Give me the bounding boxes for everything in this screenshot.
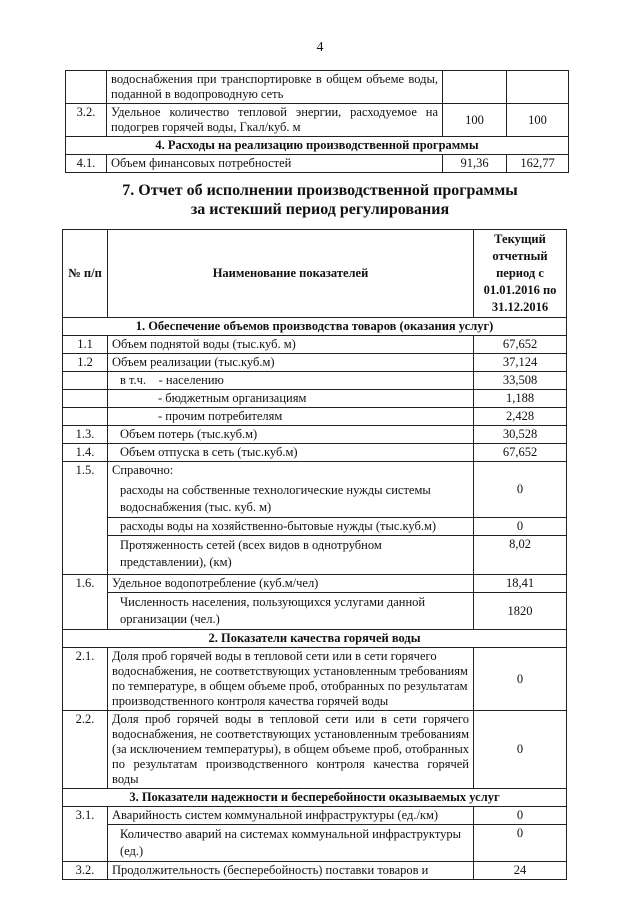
table-row (63, 807, 567, 825)
row-number (63, 372, 108, 390)
row-value: 0 (474, 711, 567, 789)
row-number: 1.2 (63, 354, 108, 372)
section-heading (0, 181, 640, 219)
row-name: Количество аварий на системах коммунальной инфраструктуры (ед.) (108, 825, 474, 862)
table-row (63, 711, 567, 789)
row-value: 0 (474, 648, 567, 711)
row-value: 24 (474, 862, 567, 880)
table-row (63, 862, 567, 880)
row-value: 0 (474, 481, 567, 518)
row-number: 1.1 (63, 336, 108, 354)
row-value-1 (443, 71, 507, 104)
section-title: 1. Обеспечение объемов производства товаров (оказания услуг) (63, 318, 567, 336)
row-value: 18,41 (474, 575, 567, 593)
table-row (63, 444, 567, 462)
table-row (63, 390, 567, 408)
row-number: 4.1. (66, 155, 107, 173)
table-row (63, 372, 567, 390)
header-row (63, 230, 567, 318)
row-name: Доля проб горячей воды в тепловой сети или в сети горячего водоснабжения, не соответствующих установленным требованиям по температуре, в общем объеме проб, отобранных по результатам производственного контроля качества горячей воды (108, 648, 474, 711)
table-row (63, 648, 567, 711)
reference-label: Справочно: (108, 462, 474, 482)
heading-line-2: за истекший период регулирования (190, 201, 450, 218)
table-row (63, 408, 567, 426)
row-value: 33,508 (474, 372, 567, 390)
row-number: 2.1. (63, 648, 108, 711)
row-value: 67,652 (474, 336, 567, 354)
row-name: Численность населения, пользующихся услугами данной организации (чел.) (108, 593, 474, 630)
row-number: 3.2. (66, 104, 107, 137)
row-number: 1.6. (63, 575, 108, 630)
row-number: 2.2. (63, 711, 108, 789)
row-value: 67,652 (474, 444, 567, 462)
table-row (63, 575, 567, 593)
row-name: Объем финансовых потребностей (107, 155, 443, 173)
section-row (63, 789, 567, 807)
header-period: Текущий отчетный период с 01.01.2016 по 31.12.2016 (474, 230, 567, 318)
section-title: 4. Расходы на реализацию производственной программы (66, 137, 569, 155)
section-row (66, 137, 569, 155)
row-value: 1820 (474, 593, 567, 630)
table-row (63, 481, 567, 518)
row-name: Объем реализации (тыс.куб.м) (108, 354, 474, 372)
row-number: 3.1. (63, 807, 108, 862)
section-row (63, 318, 567, 336)
row-name: в т.ч. - населению (108, 372, 474, 390)
row-name: Объем поднятой воды (тыс.куб. м) (108, 336, 474, 354)
row-value-2: 100 (507, 104, 569, 137)
page-number: 4 (316, 40, 324, 55)
table-row (63, 825, 567, 862)
row-value-2 (507, 71, 569, 104)
row-name: Объем потерь (тыс.куб.м) (108, 426, 474, 444)
row-value: 1,188 (474, 390, 567, 408)
continued-table (65, 70, 569, 173)
row-value: 2,428 (474, 408, 567, 426)
row-number: 1.5. (63, 462, 108, 575)
row-value: 30,528 (474, 426, 567, 444)
row-name: - бюджетным организациям (108, 390, 474, 408)
row-value-1: 100 (443, 104, 507, 137)
table-row (66, 71, 569, 104)
row-name: Удельное количество тепловой энергии, расходуемое на подогрев горячей воды, Гкал/куб. м (107, 104, 443, 137)
table-row (63, 462, 567, 482)
table-row (66, 104, 569, 137)
row-name: Доля проб горячей воды в тепловой сети или в сети горячего водоснабжения, не соответствующих установленным требованиям (за исключением температуры), в общем объеме проб, отобранных по результатам производственного контроля качества горячей воды (108, 711, 474, 789)
report-table (62, 229, 567, 880)
section-title: 2. Показатели качества горячей воды (63, 630, 567, 648)
row-name: Объем отпуска в сеть (тыс.куб.м) (108, 444, 474, 462)
row-value: 0 (474, 518, 567, 536)
section-title: 3. Показатели надежности и бесперебойности оказываемых услуг (63, 789, 567, 807)
row-value: 8,02 (474, 536, 567, 575)
row-number (66, 71, 107, 104)
row-name: Удельное водопотребление (куб.м/чел) (108, 575, 474, 593)
table-row (63, 518, 567, 536)
row-value: 0 (474, 825, 567, 862)
row-number: 1.3. (63, 426, 108, 444)
row-value-1: 91,36 (443, 155, 507, 173)
table-row (63, 336, 567, 354)
row-value: 37,124 (474, 354, 567, 372)
row-number (63, 408, 108, 426)
row-name: Аварийность систем коммунальной инфраструктуры (ед./км) (108, 807, 474, 825)
row-name: - прочим потребителям (108, 408, 474, 426)
row-name: Протяженность сетей (всех видов в однотрубном представлении), (км) (108, 536, 474, 575)
row-number: 1.4. (63, 444, 108, 462)
row-name: Продолжительность (бесперебойность) поставки товаров и (108, 862, 474, 880)
table-row (63, 354, 567, 372)
header-number: № п/п (63, 230, 108, 318)
table-row (63, 593, 567, 630)
table-row (66, 155, 569, 173)
table-row (63, 536, 567, 575)
table-row (63, 426, 567, 444)
row-value-2: 162,77 (507, 155, 569, 173)
header-name: Наименование показателей (108, 230, 474, 318)
row-name: водоснабжения при транспортировке в общем объеме воды, поданной в водопроводную сеть (107, 71, 443, 104)
heading-line-1: 7. Отчет об исполнении производственной программы (122, 182, 518, 199)
row-name: расходы на собственные технологические нужды системы водоснабжения (тыс. куб. м) (108, 481, 474, 518)
row-value: 0 (474, 807, 567, 825)
row-name: расходы воды на хозяйственно-бытовые нужды (тыс.куб.м) (108, 518, 474, 536)
row-number: 3.2. (63, 862, 108, 880)
row-number (63, 390, 108, 408)
section-row (63, 630, 567, 648)
